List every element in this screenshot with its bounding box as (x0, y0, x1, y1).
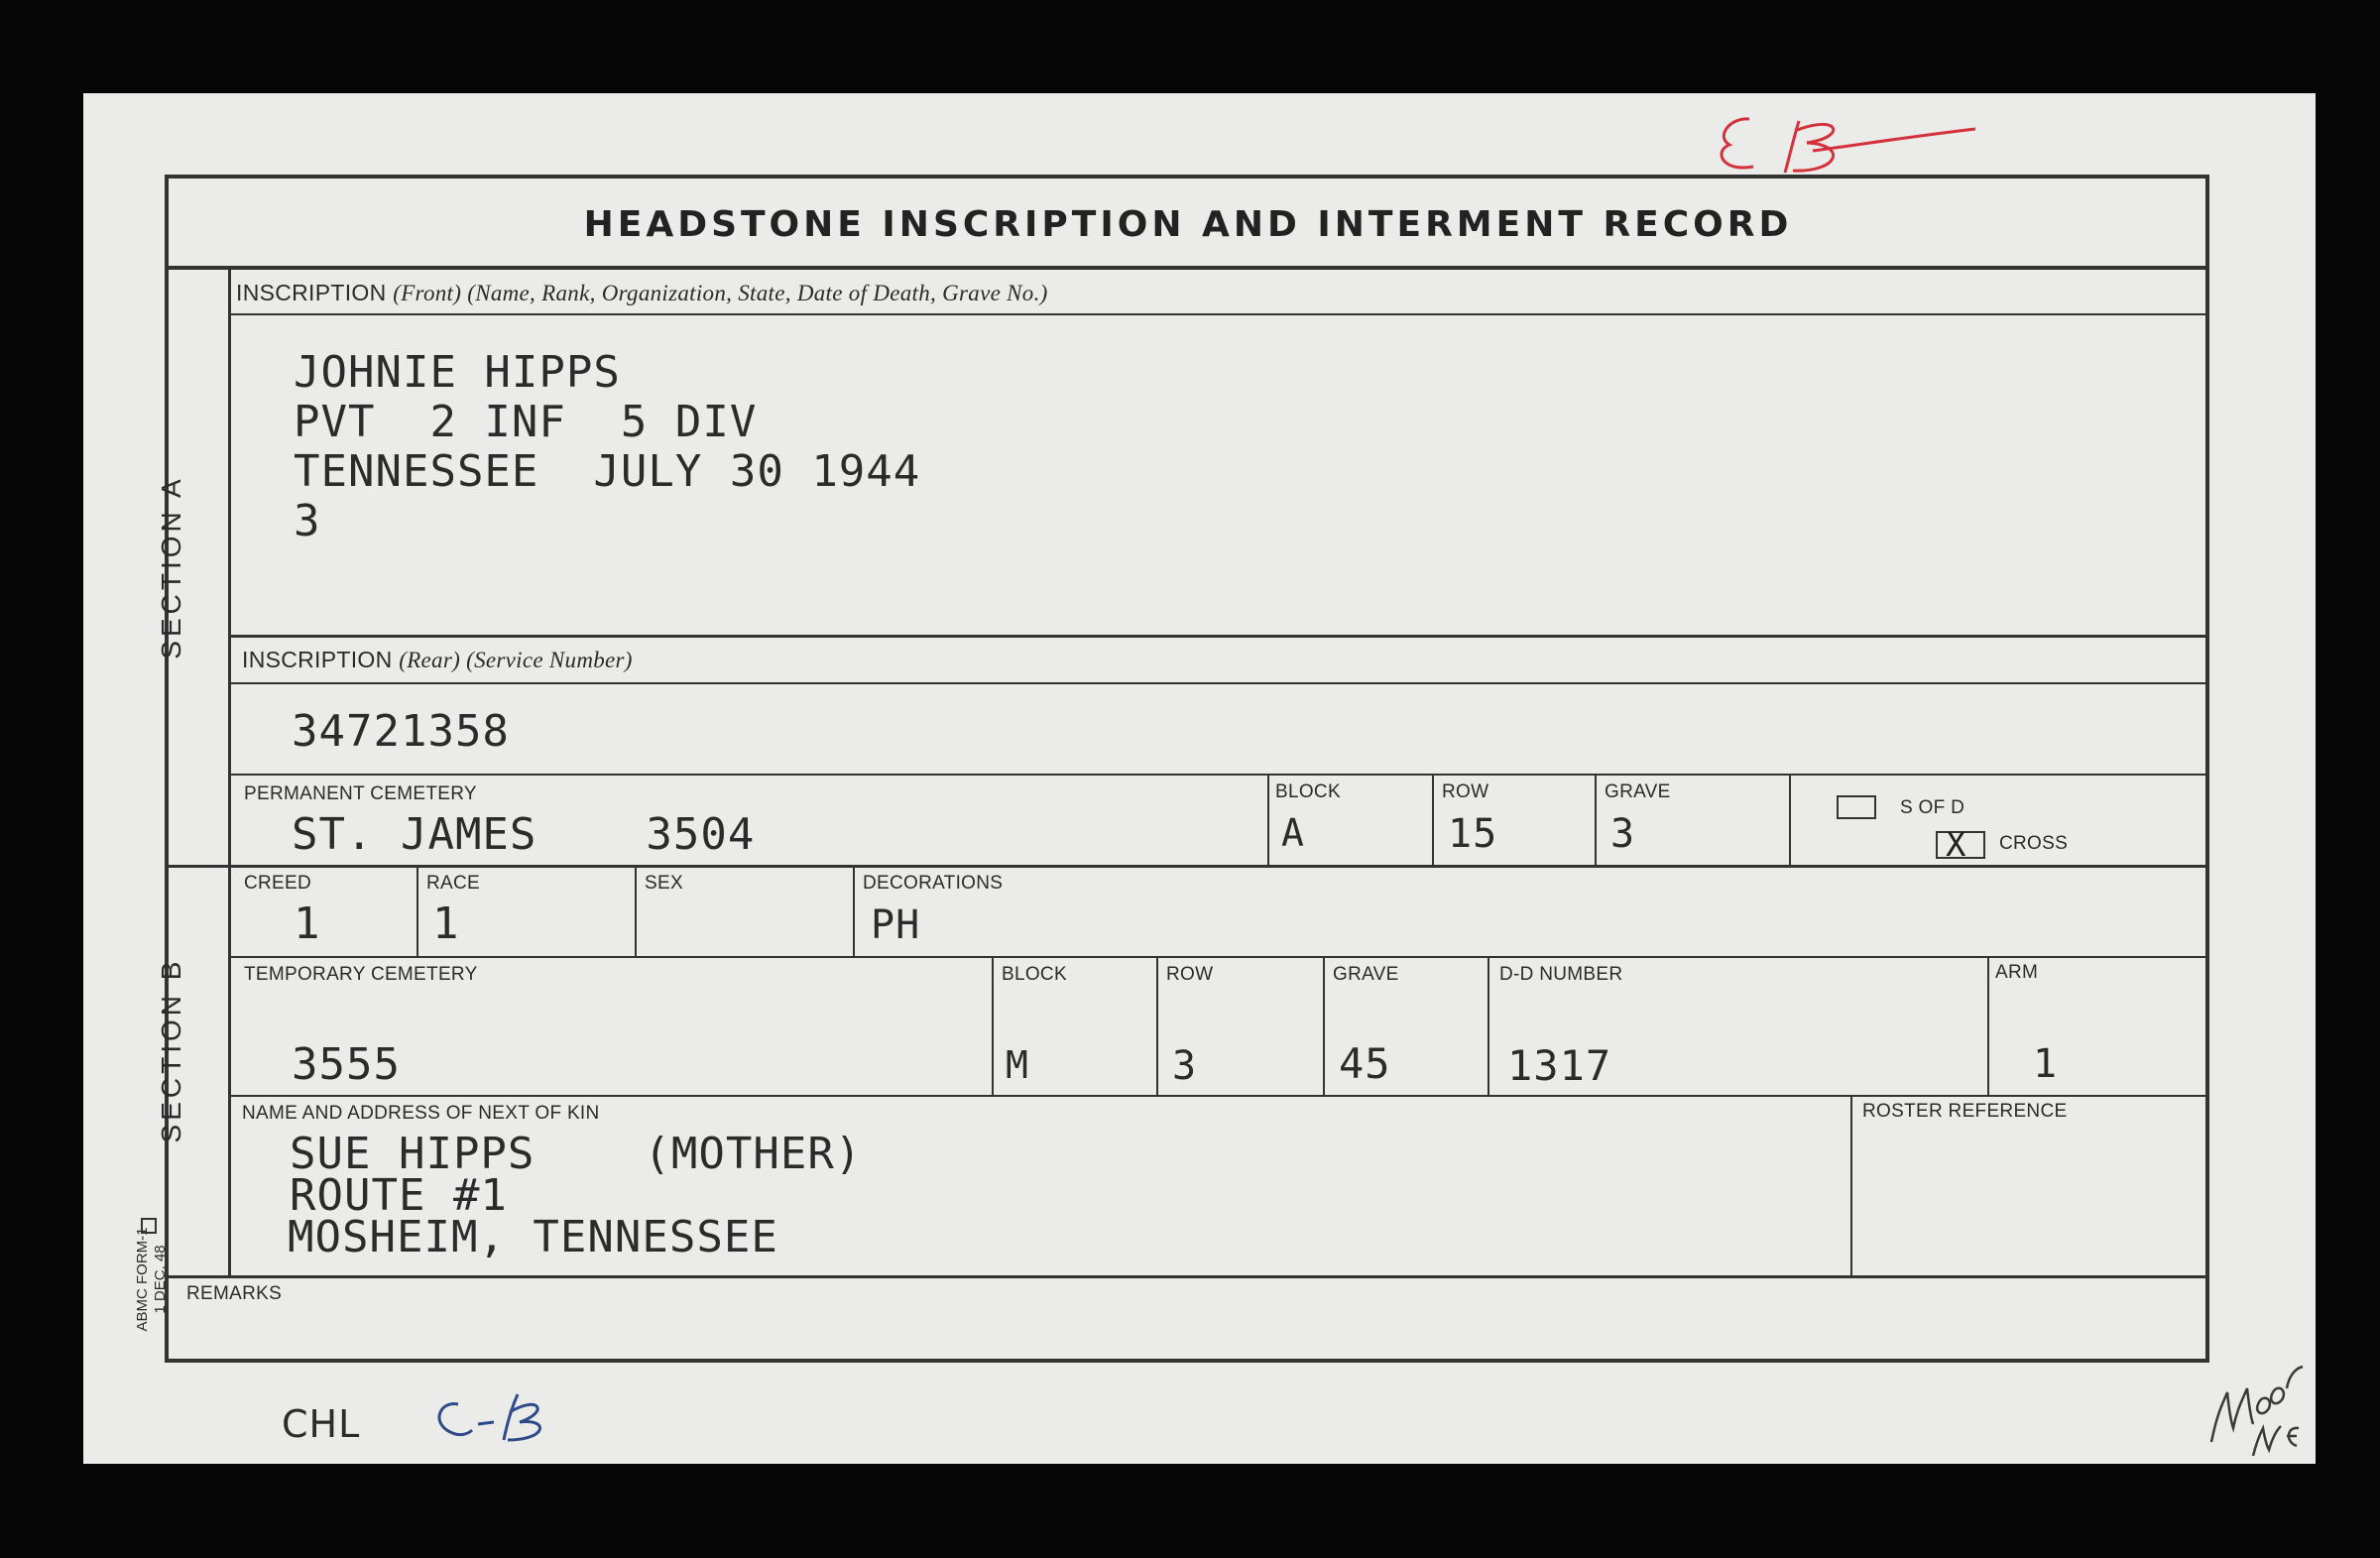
next-of-kin-label: NAME AND ADDRESS OF NEXT OF KIN (242, 1103, 600, 1124)
permanent-block-value: A (1281, 811, 1305, 855)
divider (230, 956, 2207, 958)
next-of-kin-line-3: MOSHEIM, TENNESSEE (288, 1212, 778, 1262)
temporary-cemetery-label: TEMPORARY CEMETERY (244, 964, 478, 985)
race-label: RACE (426, 873, 480, 894)
inscription-front-line-4: 3 (294, 496, 321, 546)
divider (230, 682, 2207, 684)
cell-rule (853, 865, 855, 958)
cell-rule (1156, 956, 1158, 1097)
permanent-block-label: BLOCK (1275, 781, 1341, 802)
inscription-rear-label-detail: (Rear) (Service Number) (399, 648, 633, 672)
inscription-front-label-detail: (Front) (Name, Rank, Organization, State, Date of Death, Grave No.) (393, 281, 1048, 305)
service-number: 34721358 (292, 706, 510, 757)
inscription-front-line-2: PVT 2 INF 5 DIV (294, 397, 758, 447)
creed-label: CREED (244, 873, 312, 894)
cell-rule (635, 865, 637, 958)
cell-rule (1987, 956, 1989, 1097)
section-b-label: SECTION B (156, 957, 186, 1143)
temporary-row-value: 3 (1172, 1043, 1198, 1089)
decorations-value: PH (871, 902, 921, 948)
sex-label: SEX (645, 873, 683, 894)
cell-rule (992, 956, 994, 1097)
cell-rule (1323, 956, 1325, 1097)
cross-label: CROSS (1999, 833, 2069, 854)
form-id-line2: 1 DEC. 48 (152, 1245, 169, 1314)
inscription-front-line-1: JOHNIE HIPPS (294, 347, 621, 398)
temporary-grave-label: GRAVE (1333, 964, 1399, 985)
temporary-block-value: M (1006, 1043, 1029, 1087)
typed-initials: CHL (282, 1402, 361, 1446)
section-rule (228, 266, 231, 1277)
form-title: HEADSTONE INSCRIPTION AND INTERMENT RECORD (583, 204, 1793, 245)
inscription-rear-label (242, 647, 633, 673)
temporary-block-label: BLOCK (1002, 964, 1067, 985)
divider (230, 1095, 2207, 1097)
s-of-d-checkbox[interactable] (1837, 795, 1876, 819)
handwritten-initials-blue (420, 1382, 579, 1452)
divider (167, 865, 2209, 868)
cell-rule (1789, 774, 1791, 867)
cell-rule (1488, 956, 1489, 1097)
cell-rule (1267, 774, 1269, 867)
s-of-d-label: S OF D (1900, 797, 1965, 818)
remarks-label: REMARKS (186, 1283, 283, 1304)
handwritten-initials-red (1710, 107, 1997, 186)
permanent-row-label: ROW (1442, 781, 1489, 802)
handwritten-corner-note (2203, 1333, 2313, 1462)
next-of-kin-line-1: SUE HIPPS (MOTHER) (290, 1129, 863, 1179)
race-value: 1 (432, 899, 460, 949)
section-a-label: SECTION A (156, 475, 186, 659)
permanent-grave-value: 3 (1610, 811, 1636, 857)
creed-value: 1 (294, 899, 321, 949)
divider (230, 635, 2207, 638)
dd-number-value: 1317 (1507, 1041, 1612, 1090)
permanent-row-value: 15 (1448, 811, 1498, 857)
cross-check-mark: X (1946, 825, 1966, 865)
divider (230, 774, 2207, 776)
permanent-cemetery-value: ST. JAMES 3504 (292, 809, 756, 860)
divider (230, 313, 2207, 315)
decorations-label: DECORATIONS (863, 873, 1004, 894)
inscription-rear-label-main: INSCRIPTION (242, 647, 393, 672)
inscription-front-label-main: INSCRIPTION (236, 280, 387, 305)
inscription-front-label (236, 280, 1048, 306)
cell-rule (1850, 1095, 1852, 1277)
dd-number-label: D-D NUMBER (1499, 964, 1623, 985)
cell-rule (416, 865, 418, 958)
form-id-line1: ABMC FORM-1 (134, 1227, 151, 1332)
arm-label: ARM (1995, 962, 2039, 983)
temporary-cemetery-value: 3555 (292, 1039, 401, 1090)
cross-checkbox[interactable] (1936, 825, 1985, 865)
temporary-row-label: ROW (1166, 964, 1214, 985)
cell-rule (1432, 774, 1434, 867)
permanent-cemetery-label: PERMANENT CEMETERY (244, 783, 477, 804)
roster-reference-label: ROSTER REFERENCE (1862, 1101, 2068, 1122)
divider (167, 1275, 2209, 1278)
form-id-checkbox[interactable] (141, 1218, 157, 1234)
inscription-front-line-3: TENNESSEE JULY 30 1944 (294, 446, 921, 497)
arm-value: 1 (2033, 1041, 2059, 1087)
cell-rule (1595, 774, 1597, 867)
permanent-grave-label: GRAVE (1605, 781, 1671, 802)
record-card (83, 93, 2316, 1464)
temporary-grave-value: 45 (1339, 1039, 1391, 1088)
divider (167, 266, 2209, 270)
next-of-kin-line-2: ROUTE #1 (290, 1170, 508, 1221)
